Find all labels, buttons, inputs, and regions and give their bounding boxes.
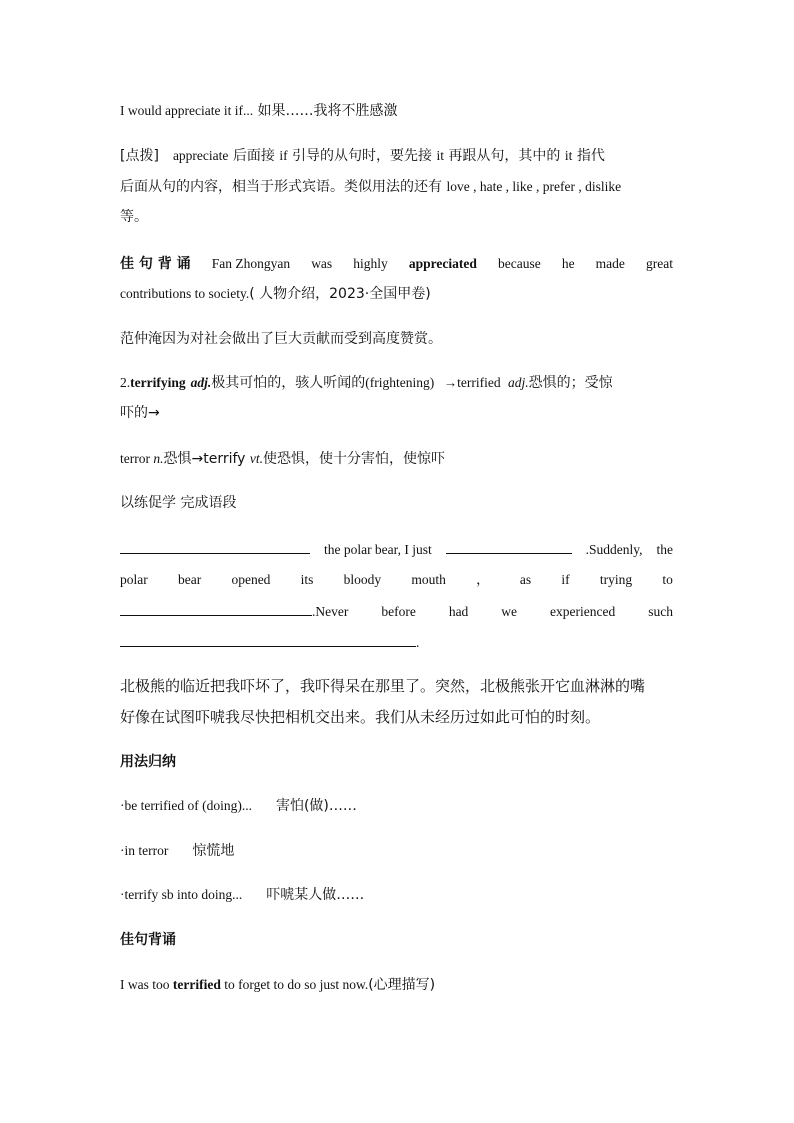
practice-word: ， — [476, 572, 490, 587]
practice-word: to — [662, 572, 673, 587]
practice-text: the polar bear, I just — [323, 542, 432, 557]
practice-word: mouth — [411, 572, 446, 587]
example-word: highly — [353, 256, 388, 271]
vocab-item-line-2 — [120, 403, 160, 424]
part-of-speech: n. — [153, 451, 164, 466]
usage-meaning: 吓唬某人做…… — [266, 887, 365, 903]
tip-text: it — [564, 148, 573, 163]
translation-text: 北极熊的临近把我吓坏了，我吓得呆在那里了。突然，北极熊张开它血淋淋的嘴 — [120, 677, 646, 695]
usage-heading — [120, 752, 176, 773]
definition: 吓的→ — [120, 405, 160, 421]
example-heading-2 — [120, 930, 176, 951]
usage-meaning: 惊慌地 — [192, 843, 235, 859]
practice-word: .Never — [312, 604, 349, 619]
example-source: ( 人物介绍，2023·全国甲卷) — [249, 286, 431, 302]
practice-word: trying — [599, 572, 633, 587]
example-word: because — [497, 256, 541, 271]
usage-meaning: 害怕(做)…… — [275, 798, 357, 814]
practice-heading — [120, 493, 236, 514]
part-of-speech: adj. — [190, 375, 212, 390]
section-heading: 佳句背诵 — [120, 932, 176, 948]
appreciate-phrase-line — [120, 101, 398, 122]
tip-text: 等。 — [120, 209, 148, 225]
practice-text: .Suddenly, — [585, 542, 643, 557]
practice-word: polar — [120, 572, 148, 587]
example-keyword: appreciated — [408, 256, 477, 271]
definition: 极其可怕的，骇人听闻的 — [211, 375, 366, 391]
example-word: made — [595, 256, 625, 271]
vocab-item-terrifying — [120, 373, 613, 394]
tip-text: appreciate — [172, 148, 229, 163]
practice-row-2 — [120, 570, 673, 590]
example-sentence-2 — [120, 975, 435, 996]
usage-phrase: ·terrify sb into doing... — [120, 887, 243, 902]
phrase-chinese: 如果……我将不胜感激 — [253, 103, 398, 119]
example-sentence-line-1 — [120, 254, 673, 274]
item-number: 2. — [120, 375, 131, 390]
blank-4[interactable] — [120, 632, 416, 647]
example-word: was — [311, 256, 333, 271]
usage-item-3 — [120, 885, 364, 906]
vocab-derivatives-line — [120, 449, 445, 470]
section-heading: 以练促学 完成语段 — [120, 495, 237, 511]
usage-item-2 — [120, 841, 234, 862]
blank-1[interactable] — [120, 539, 310, 554]
tip-text: 再跟从句，其中的 — [443, 148, 565, 164]
example-text: I was too — [120, 977, 173, 992]
practice-word: before — [381, 604, 416, 619]
practice-word: its — [300, 572, 314, 587]
section-heading: 用法归纳 — [120, 754, 176, 770]
example-word: Fan Zhongyan — [211, 256, 291, 271]
definition: 恐惧的；受惊 — [528, 375, 613, 391]
blank-2[interactable] — [446, 539, 572, 554]
practice-word: such — [648, 604, 673, 619]
example-keyword: terrified — [172, 977, 221, 992]
tip-line-3 — [120, 207, 148, 228]
example-word: great — [646, 256, 673, 271]
practice-row-4 — [120, 632, 419, 654]
practice-word: experienced — [550, 604, 616, 619]
practice-row-1 — [120, 539, 673, 560]
tip-text: 引导的从句时，要先接 — [287, 148, 437, 164]
practice-word: as — [519, 572, 532, 587]
example-translation — [120, 329, 442, 350]
example-text: to forget to do so just now. — [220, 977, 369, 992]
practice-translation-1 — [120, 676, 645, 697]
example-tag: 佳 句 背 诵 — [120, 256, 191, 272]
tip-text: if — [279, 148, 288, 163]
practice-word: bloody — [343, 572, 382, 587]
usage-phrase: ·in terror — [120, 843, 169, 858]
practice-word: bear — [177, 572, 202, 587]
blank-3[interactable] — [120, 601, 312, 616]
practice-text: the — [656, 542, 673, 557]
vocab-word: terrifying — [130, 375, 186, 390]
translation-text: 好像在试图吓唬我尽快把相机交出来。我们从未经历过如此可怕的时刻。 — [120, 708, 601, 726]
practice-text: . — [416, 635, 420, 650]
practice-translation-2 — [120, 707, 600, 728]
tip-word-list: love , hate , like , prefer , dislike — [446, 179, 622, 194]
tip-text: 指代 — [572, 148, 605, 164]
practice-word: we — [501, 604, 518, 619]
part-of-speech: vt. — [249, 451, 264, 466]
tip-tag: [点拨] — [120, 148, 159, 164]
tip-text: 后面接 — [228, 148, 280, 164]
derivative: →terrified — [440, 375, 504, 390]
practice-word: had — [448, 604, 469, 619]
definition: 使恐惧，使十分害怕，使惊吓 — [263, 451, 446, 467]
tip-line-1 — [120, 146, 605, 167]
practice-word: if — [561, 572, 570, 587]
tip-text: 后面从句的内容，相当于形式宾语。类似用法的还有 — [120, 179, 447, 195]
tip-text: it — [436, 148, 444, 163]
derivative: 恐惧→terrify — [163, 451, 250, 467]
usage-item-1 — [120, 796, 357, 817]
derivative: terror — [120, 451, 154, 466]
synonym: (frightening) — [365, 375, 435, 390]
example-note: (心理描写) — [368, 977, 436, 993]
translation-text: 范仲淹因为对社会做出了巨大贡献而受到高度赞赏。 — [120, 331, 442, 347]
part-of-speech: adj. — [507, 375, 529, 390]
phrase-english: I would appreciate it if... — [120, 103, 254, 118]
tip-line-2 — [120, 177, 621, 198]
example-sentence-line-2 — [120, 284, 431, 305]
example-word: he — [561, 256, 575, 271]
example-text: contributions to society. — [120, 286, 250, 301]
practice-row-3 — [120, 601, 673, 622]
usage-phrase: ·be terrified of (doing)... — [120, 798, 252, 813]
practice-word: opened — [231, 572, 271, 587]
